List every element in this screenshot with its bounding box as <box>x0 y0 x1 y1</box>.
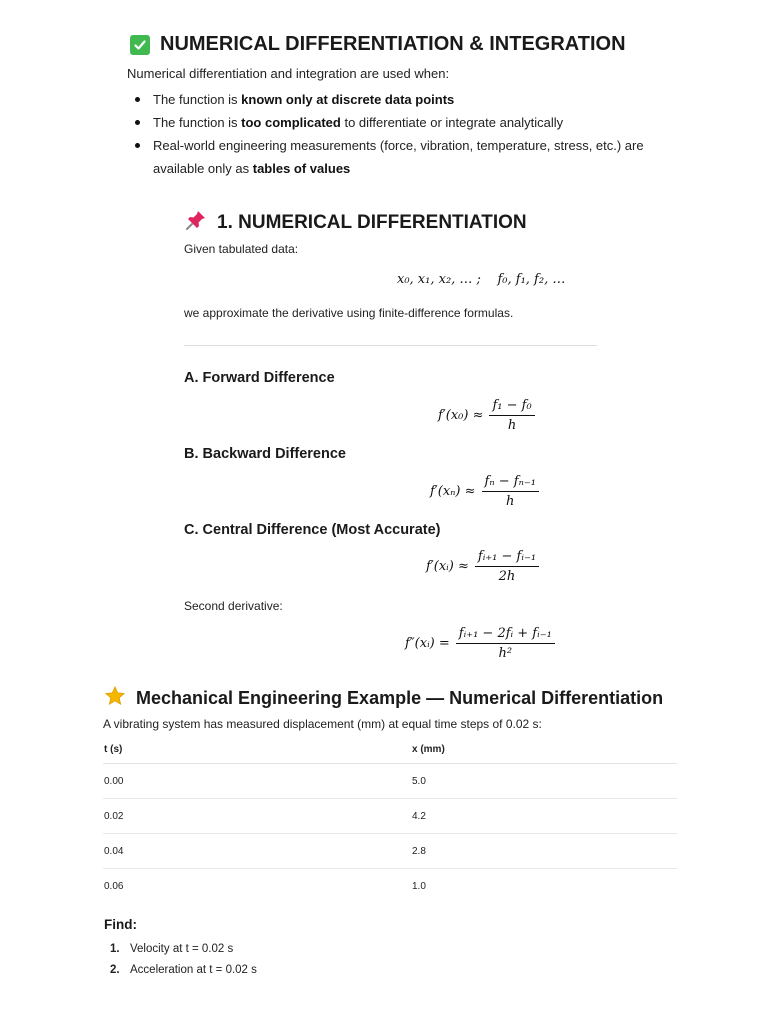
table-header-row <box>103 735 677 764</box>
example-heading <box>104 685 663 712</box>
table-row: 0.04 2.8 <box>103 834 677 869</box>
column-header-time: t (s) <box>103 735 411 764</box>
section-heading-text: 1. NUMERICAL DIFFERENTIATION <box>217 212 527 233</box>
forward-difference-heading: A. Forward Difference <box>184 370 335 386</box>
second-derivative-formula: f″(xᵢ) = $\frac{\text{fᵢ₊₁ − 2fᵢ + fᵢ₋₁}}{\text{h²}}$ <box>405 626 555 661</box>
divider <box>184 345 597 346</box>
find-list <box>110 939 257 981</box>
backward-difference-heading: B. Backward Difference <box>184 446 346 462</box>
intro-text: Numerical differentiation and integration are used when: <box>127 66 450 81</box>
central-difference-heading: C. Central Difference (Most Accurate) <box>184 522 441 538</box>
data-expression: x₀, x₁, x₂, … ; f₀, f₁, f₂, … <box>397 272 566 287</box>
column-header-displacement: x (mm) <box>411 735 677 764</box>
backward-difference-formula: f′(xₙ) ≈ $\frac{\text{fₙ − fₙ₋₁}}{h}$ <box>430 474 539 509</box>
check-mark-button-icon <box>130 35 150 55</box>
list-item: The function is known only at discrete data points <box>127 88 657 111</box>
page-title-text: NUMERICAL DIFFERENTIATION & INTEGRATION <box>160 33 626 55</box>
list-item: 2. Acceleration at t = 0.02 s <box>110 964 257 976</box>
star-icon <box>104 685 126 712</box>
table-row: 0.02 4.2 <box>103 799 677 834</box>
list-item: Real-world engineering measurements (force, vibration, temperature, stress, etc.) are available only as tables of values <box>127 134 657 180</box>
forward-difference-formula: f′(x₀) ≈ $\frac{\text{f₁ − f₀}}{h}$ <box>438 398 535 433</box>
find-label: Find: <box>104 917 137 932</box>
list-item: 1. Velocity at t = 0.02 s <box>110 943 234 955</box>
second-derivative-label: Second derivative: <box>184 599 283 613</box>
intro-bullets <box>127 88 657 180</box>
example-description: A vibrating system has measured displacement (mm) at equal time steps of 0.02 s: <box>103 717 542 731</box>
pushpin-icon <box>185 209 207 237</box>
central-difference-formula: f′(xᵢ) ≈ $\frac{\text{fᵢ₊₁ − fᵢ₋₁}}{2h}$ <box>426 549 539 584</box>
approx-text: we approximate the derivative using finite-difference formulas. <box>184 306 514 320</box>
section-heading <box>185 209 527 237</box>
given-text: Given tabulated data: <box>184 242 299 256</box>
page-title <box>130 33 626 56</box>
table-row: 0.06 1.0 <box>104 880 426 892</box>
example-heading-text: Mechanical Engineering Example — Numerical Differentiation <box>136 688 664 708</box>
displacement-table <box>103 735 677 903</box>
list-item: The function is too complicated to differentiate or integrate analytically <box>127 111 657 134</box>
table-row: 0.00 5.0 <box>103 764 677 799</box>
